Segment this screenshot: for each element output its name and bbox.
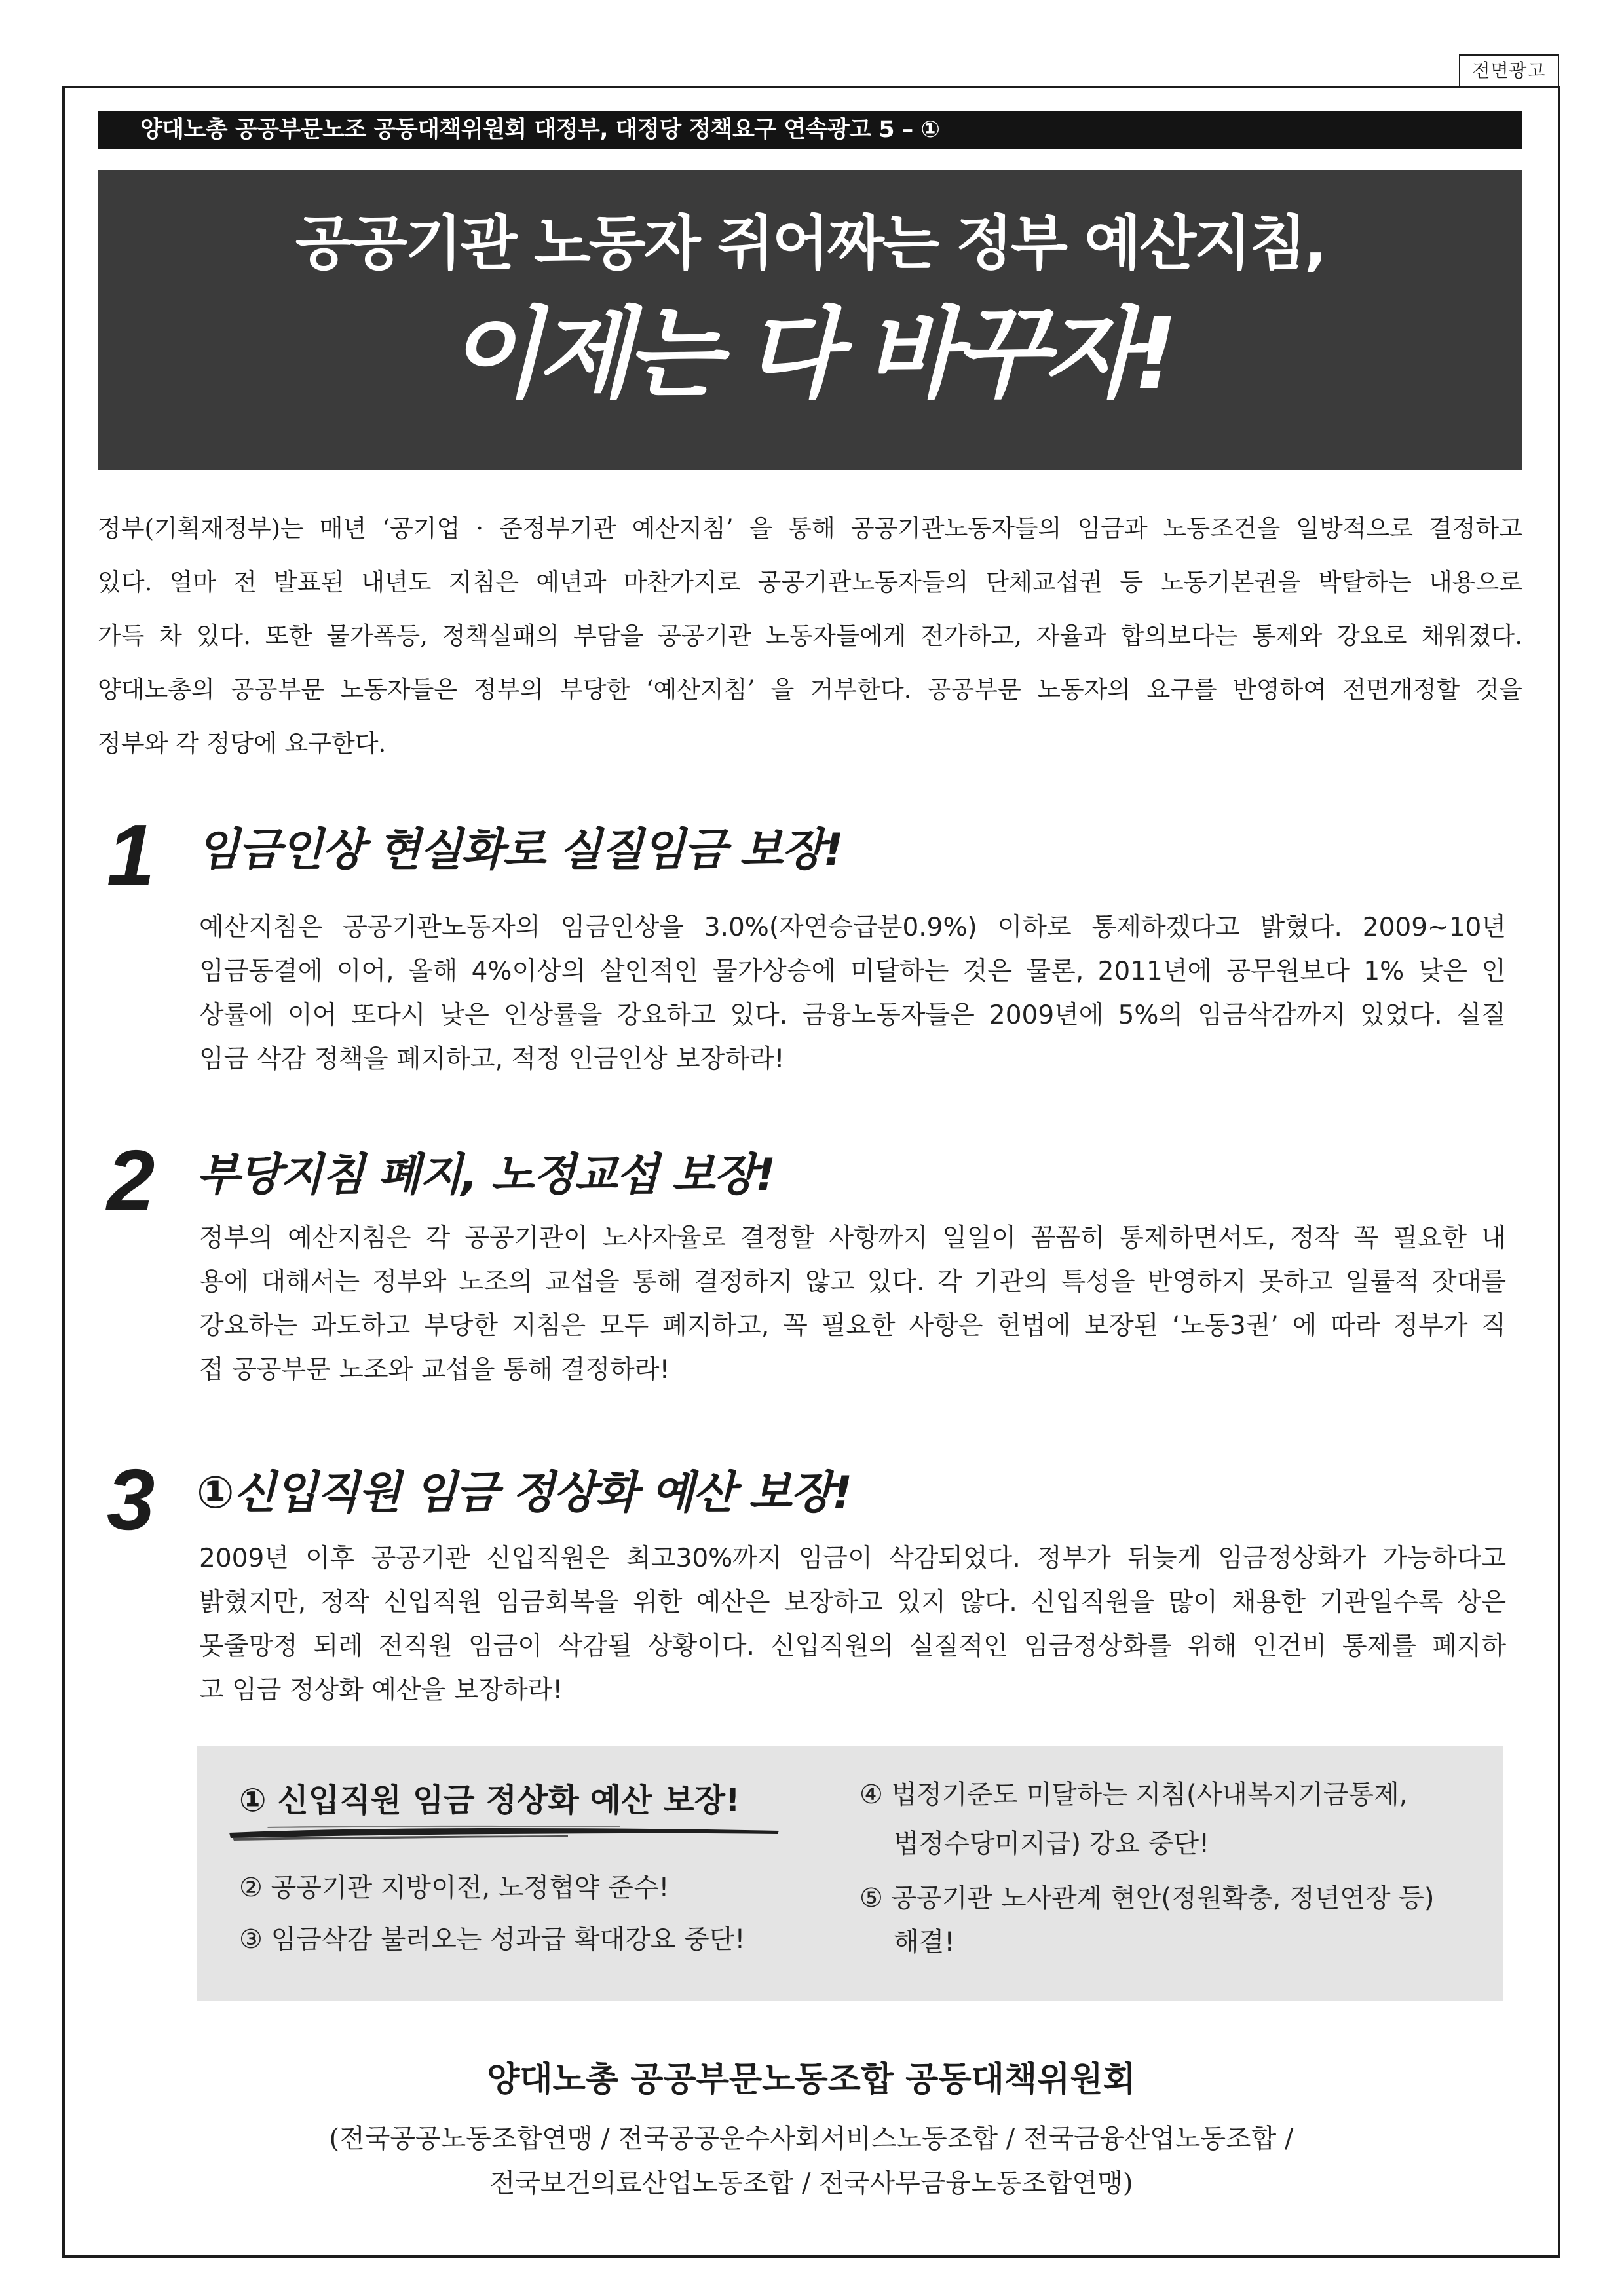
section-body — [199, 1537, 1506, 1712]
brush-stroke-wisp — [267, 1826, 620, 1828]
section-body-line: 임금 삭감 정책을 폐지하고, 적정 인금인상 보장하라! — [199, 1044, 785, 1074]
series-banner: 양대노총 공공부문노조 공동대책위원회 대정부, 대정당 정책요구 연속광고 5 – ① — [98, 111, 1522, 149]
section-body-line: 못줄망정 되레 전직원 임금이 삭감될 상황이다. 신입직원의 실질적인 임금정상화를 위해 인건비 통제를 폐지하 — [199, 1632, 1506, 1661]
intro-line: 양대노총의 공공부문 노동자들은 정부의 부당한 ‘예산지침’ 을 거부한다. 공공부문 노동자의 요구를 반영하여 전면개정할 것을 — [98, 676, 1522, 704]
intro-line: 가득 차 있다. 또한 물가폭등, 정책실패의 부담을 공공기관 노동자들에게 전가하고, 자율과 합의보다는 통제와 강요로 채워졌다. — [98, 622, 1522, 650]
section-body-line: 정부의 예산지침은 각 공공기관이 노사자율로 결정할 사항까지 일일이 꼼꼼히 통제하면서도, 정작 꼭 필요한 내 — [199, 1223, 1506, 1253]
section-body-line: 고 임금 정상화 예산을 보장하라! — [199, 1675, 563, 1705]
headline-line-1: 공공기관 노동자 쥐어짜는 정부 예산지침, — [295, 209, 1325, 278]
intro-line: 정부(기획재정부)는 매년 ‘공기업 · 준정부기관 예산지침’ 을 통해 공공기관노동자들의 임금과 노동조건을 일방적으로 결정하고 — [98, 514, 1522, 543]
sponsor-organization: 양대노총 공공부문노동조합 공동대책위원회 — [487, 2060, 1136, 2099]
section-body-line: 2009년 이후 공공기관 신입직원은 최고30%까지 임금이 삭감되었다. 정부가 뒤늦게 임금정상화가 가능하다고 — [199, 1544, 1506, 1573]
intro-line: 정부와 각 정당에 요구한다. — [98, 729, 387, 757]
section-body-line: 강요하는 과도하고 부당한 지침은 모두 폐지하고, 꼭 필요한 사항은 헌법에 보장된 ‘노동3권’ 에 따라 정부가 직 — [199, 1311, 1506, 1341]
section-body-line: 밝혔지만, 정작 신입직원 임금회복을 위한 예산은 보장하고 있지 않다. 신입직원을 많이 채용한 기관일수록 상은 — [199, 1588, 1506, 1617]
section-number: 2 — [107, 1132, 155, 1229]
section-body-line: 임금동결에 이어, 올해 4%이상의 살인적인 물가상승에 미달하는 것은 물론, 2011년에 공무원보다 1% 낮은 인 — [199, 957, 1506, 986]
section-number: 3 — [107, 1451, 155, 1548]
brush-underline — [227, 1822, 781, 1842]
intro-paragraph — [98, 502, 1522, 771]
section-body-line: 예산지침은 공공기관노동자의 임금인상을 3.0%(자연승급분0.9%) 이하로 통제하겠다고 밝혔다. 2009~10년 — [199, 913, 1506, 942]
headline-line-2: 이제는 다 바꾸자! — [447, 297, 1173, 411]
section-title: ①신입직원 임금 정상화 예산 보장! — [197, 1467, 852, 1519]
section-body-line: 용에 대해서는 정부와 노조의 교섭을 통해 결정하지 않고 있다. 각 기관의 특성을 반영하지 못하고 일률적 잣대를 — [199, 1267, 1506, 1297]
section-body — [199, 906, 1506, 1081]
demand-highlight: ① 신입직원 임금 정상화 예산 보장! — [239, 1782, 740, 1819]
demand-item-continuation: 해결! — [894, 1927, 955, 1957]
demand-item: ⑤ 공공기관 노사관계 현안(정원확충, 정년연장 등) — [859, 1883, 1435, 1913]
section-title: 임금인상 현실화로 실질임금 보장! — [197, 824, 842, 876]
section-body-line: 상률에 이어 또다시 낮은 인상률을 강요하고 있다. 금융노동자들은 2009년에 5%의 임금삭감까지 있었다. 실질 — [199, 1001, 1506, 1030]
demand-item-continuation: 법정수당미지급) 강요 중단! — [894, 1829, 1210, 1859]
member-unions-line: 전국보건의료산업노동조합 / 전국사무금융노동조합연맹) — [489, 2168, 1133, 2198]
demand-item: ④ 법정기준도 미달하는 지침(사내복지기금통제, — [859, 1780, 1408, 1810]
section-body — [199, 1216, 1506, 1392]
intro-line: 있다. 얼마 전 발표된 내년도 지침은 예년과 마찬가지로 공공기관노동자들의 단체교섭권 등 노동기본권을 박탈하는 내용으로 — [98, 568, 1522, 596]
section-number: 1 — [107, 807, 155, 903]
section-body-line: 접 공공부문 노조와 교섭을 통해 결정하라! — [199, 1355, 670, 1385]
demand-item: ③ 임금삭감 불러오는 성과급 확대강요 중단! — [239, 1924, 746, 1955]
member-unions-line: (전국공공노동조합연맹 / 전국공공운수사회서비스노동조합 / 전국금융산업노동조합 / — [329, 2124, 1294, 2154]
ad-type-tag: 전면광고 — [1459, 54, 1559, 86]
demand-item: ② 공공기관 지방이전, 노정협약 준수! — [239, 1873, 670, 1903]
section-title: 부당지침 폐지, 노정교섭 보장! — [197, 1149, 775, 1201]
